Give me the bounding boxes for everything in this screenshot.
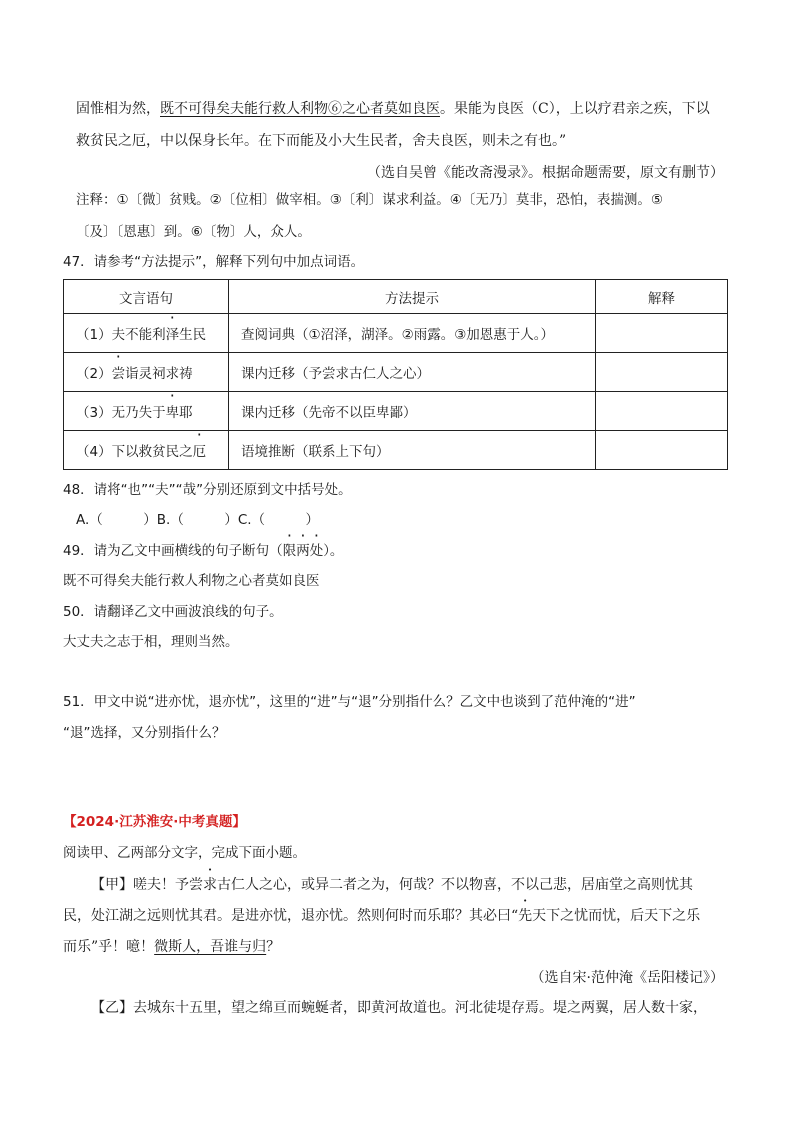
reading-instruction: 阅读甲、乙两部分文字，完成下面小题。	[63, 845, 306, 861]
passage-line: 救贫民之厄，中以保身长年。在下而能及小大生民者，舍夫良医，则未之有也。”	[76, 133, 567, 149]
table-row	[64, 392, 728, 431]
passage-jia-line: 民，处江湖之远则忧其君。是进亦忧，退亦忧。然则何时而乐耶？其必曰“先天下之忧而忧，后天下之乐	[63, 908, 701, 924]
question-51: 51．甲文中说“进亦忧，退亦忧”，这里的“进”与“退”分别指什么？乙文中也谈到了范仲淹的“进”	[63, 694, 636, 710]
sentence-cell: （4）下以救贫民之厄	[64, 431, 229, 470]
hint-cell: 课内迁移（予尝求古仁人之心）	[229, 353, 596, 392]
passage-line: 固惟相为然，既不可得矣夫能行救人利物⑥之心者莫如良医。果能为良医（C），上以疗君亲之疾，下以	[76, 101, 710, 117]
sentence-to-translate: 大丈夫之志于相，理则当然。	[63, 634, 239, 650]
hint-cell: 课内迁移（先帝不以臣卑鄙）	[229, 392, 596, 431]
sentence-cell: （1）夫不能利泽生民	[64, 314, 229, 353]
answer-cell[interactable]	[596, 392, 728, 431]
question-49: 49．请为乙文中画横线的句子断句（限两处）。	[63, 543, 344, 559]
underlined-sentence: 既不可得矣夫能行救人利物⑥之心者莫如良医	[160, 101, 440, 117]
table-row	[64, 314, 728, 353]
answer-cell[interactable]	[596, 431, 728, 470]
method-table	[63, 279, 728, 470]
passage-jia-line: 【甲】嗟夫！予尝求古仁人之心，或异二者之为，何哉？不以物喜，不以己悲，居庙堂之高则忧其	[91, 877, 693, 893]
passage-yi-line: 【乙】去城东十五里，望之绵亘而蜿蜒者，即黄河故道也。河北徒堤存焉。堤之两翼，居人数十家，	[91, 1000, 707, 1016]
col-header: 解释	[596, 280, 728, 314]
table-row	[64, 431, 728, 470]
question-51-cont: “退”选择，又分别指什么？	[63, 725, 226, 741]
sentence-to-punctuate: 既不可得矣夫能行救人利物之心者莫如良医	[63, 573, 320, 589]
answer-cell[interactable]	[596, 353, 728, 392]
table-header-row	[64, 280, 728, 314]
passage-source: （选自吴曾《能改斋漫录》。根据命题需要，原文有删节）	[367, 165, 724, 181]
question-47: 47．请参考“方法提示”，解释下列句中加点词语。	[63, 254, 365, 270]
hint-cell: 查阅词典（①沼泽，湖泽。②雨露。③加恩惠于人。）	[229, 314, 596, 353]
annotation-notes: 注释：①〔微〕贫贱。②〔位相〕做宰相。③〔利〕谋求利益。④〔无乃〕莫非，恐怕，表揣测。⑤	[76, 192, 664, 208]
col-header: 文言语句	[64, 280, 229, 314]
question-50: 50．请翻译乙文中画波浪线的句子。	[63, 604, 283, 620]
sentence-cell: （3）无乃失于卑耶	[64, 392, 229, 431]
answer-blanks[interactable]: A.（ ）B.（ ）C.（ ）	[76, 512, 320, 528]
table-row	[64, 353, 728, 392]
question-48: 48．请将“也”“夫”“哉”分别还原到文中括号处。	[63, 482, 352, 498]
hint-cell: 语境推断（联系上下句）	[229, 431, 596, 470]
underlined-sentence: 微斯人，吾谁与归	[154, 939, 267, 955]
col-header: 方法提示	[229, 280, 596, 314]
passage-jia-line: 而乐”乎！噫！微斯人，吾谁与归？	[63, 939, 281, 955]
sentence-cell: （2）尝诣灵祠求祷	[64, 353, 229, 392]
passage-jia-source: （选自宋·范仲淹《岳阳楼记》）	[530, 970, 724, 986]
answer-cell[interactable]	[596, 314, 728, 353]
exam-source-tag: 【2024·江苏淮安·中考真题】	[63, 814, 246, 830]
annotation-notes: 〔及〕〔恩惠〕到。⑥〔物〕人，众人。	[76, 224, 311, 240]
